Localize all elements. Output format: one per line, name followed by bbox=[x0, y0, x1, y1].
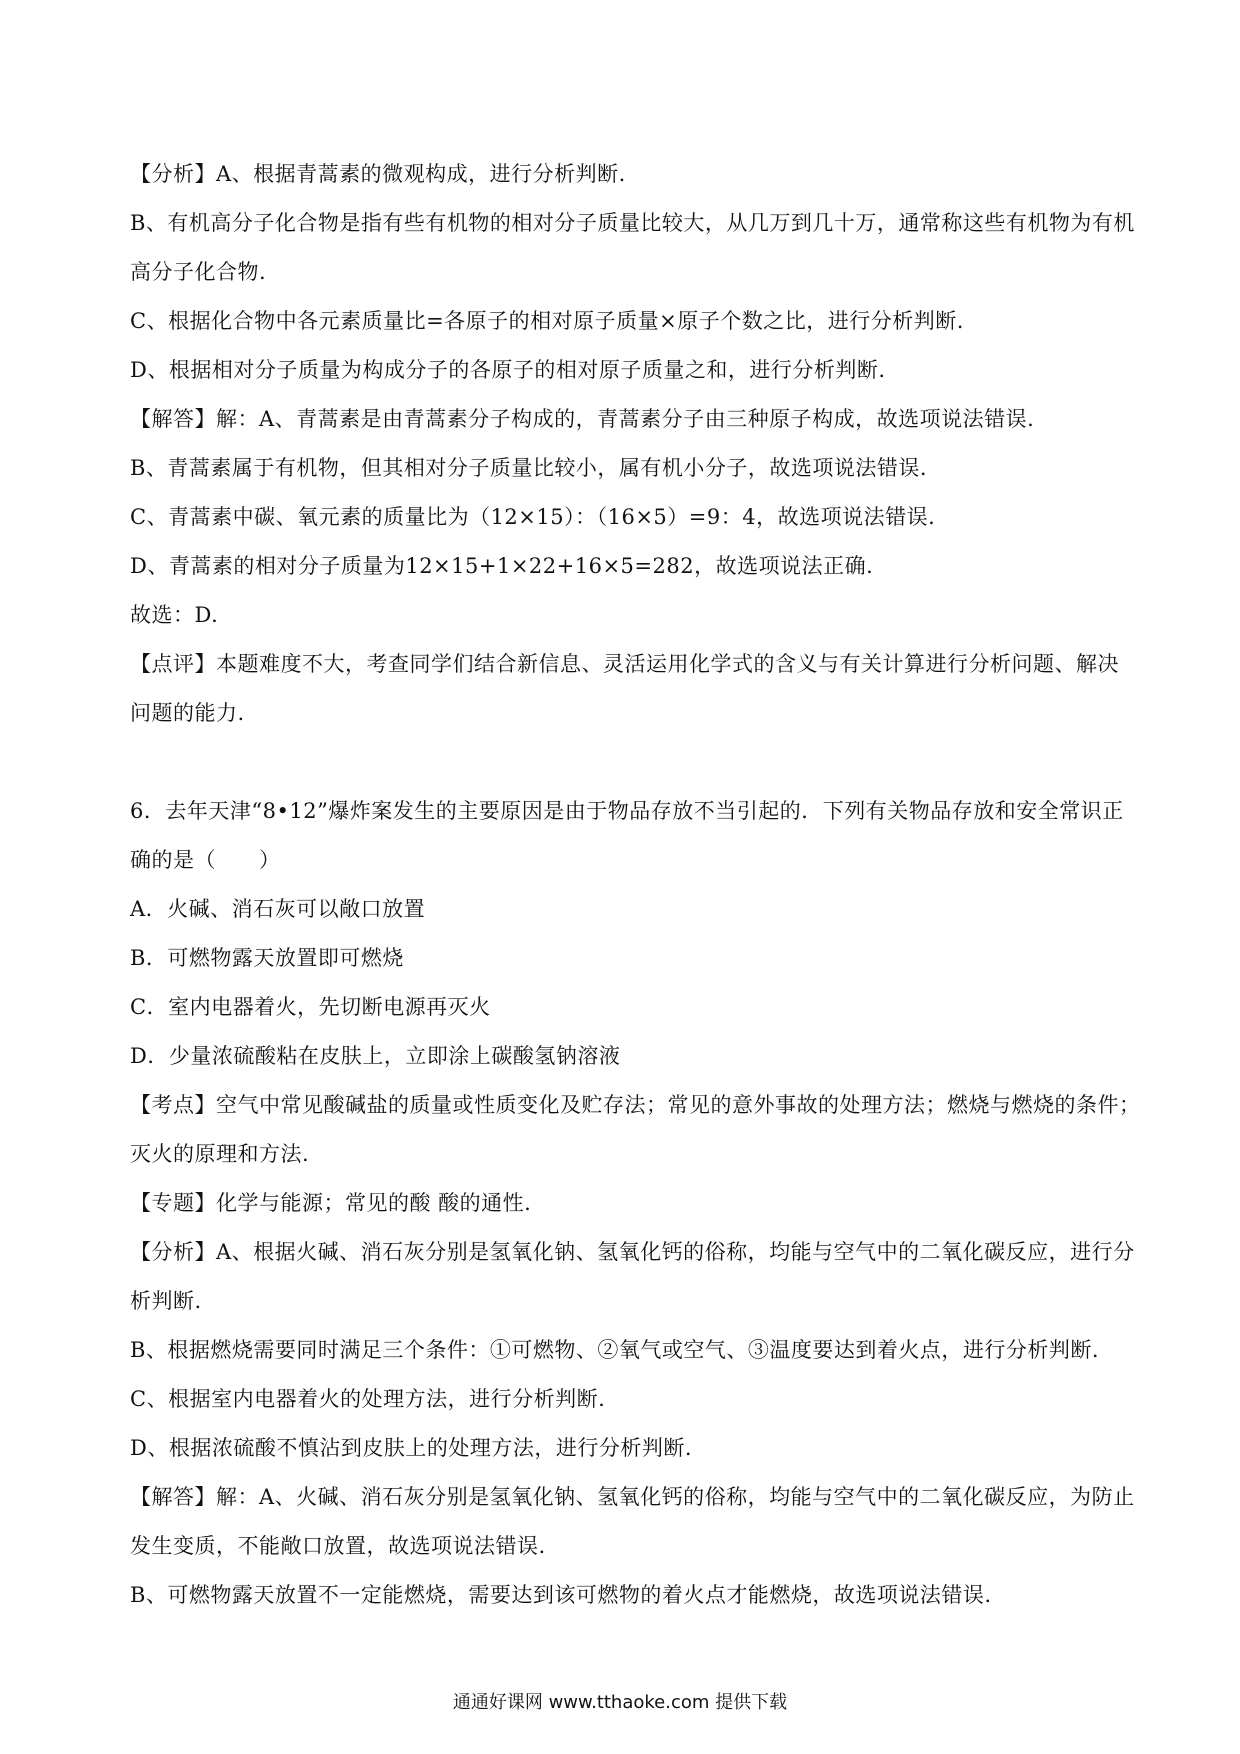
text-line: 发生变质，不能敞口放置，故选项说法错误. bbox=[130, 1534, 546, 1558]
question-stem: 6．去年天津“8•12”爆炸案发生的主要原因是由于物品存放不当引起的．下列有关物品存放和安全常识正 bbox=[130, 799, 1124, 823]
text-line: D、根据浓硫酸不慎沾到皮肤上的处理方法，进行分析判断. bbox=[130, 1436, 693, 1460]
text-line: 灭火的原理和方法. bbox=[130, 1142, 310, 1166]
option-d: D．少量浓硫酸粘在皮肤上，立即涂上碳酸氢钠溶液 bbox=[130, 1044, 621, 1068]
option-b: B．可燃物露天放置即可燃烧 bbox=[130, 946, 404, 970]
question-stem: 确的是（ ） bbox=[130, 848, 281, 872]
text-line: 【解答】解：A、火碱、消石灰分别是氢氧化钠、氢氧化钙的俗称，均能与空气中的二氧化碳反应，为防止 bbox=[130, 1485, 1135, 1509]
question-6-block bbox=[130, 787, 1141, 1620]
text-line: 【解答】解：A、青蒿素是由青蒿素分子构成的，青蒿素分子由三种原子构成，故选项说法错误. bbox=[130, 407, 1035, 431]
page-footer: 通通好课网 www.tthaoke.com 提供下载 bbox=[452, 1692, 788, 1713]
text-line: D、根据相对分子质量为构成分子的各原子的相对原子质量之和，进行分析判断. bbox=[130, 358, 886, 382]
text-line: B、青蒿素属于有机物，但其相对分子质量比较小，属有机小分子，故选项说法错误. bbox=[130, 456, 928, 480]
text-line: 【分析】A、根据火碱、消石灰分别是氢氧化钠、氢氧化钙的俗称，均能与空气中的二氧化碳反应，进行分 bbox=[130, 1240, 1135, 1264]
text-line: C、根据室内电器着火的处理方法，进行分析判断. bbox=[130, 1387, 606, 1411]
text-line: D、青蒿素的相对分子质量为12×15+1×22+16×5=282，故选项说法正确. bbox=[130, 554, 874, 578]
text-line: B、可燃物露天放置不一定能燃烧，需要达到该可燃物的着火点才能燃烧，故选项说法错误. bbox=[130, 1583, 992, 1607]
text-line: 【专题】化学与能源；常见的酸 酸的通性. bbox=[130, 1191, 532, 1215]
option-a: A．火碱、消石灰可以敞口放置 bbox=[130, 897, 426, 921]
text-line: 高分子化合物. bbox=[130, 260, 267, 284]
text-line: 【分析】A、根据青蒿素的微观构成，进行分析判断. bbox=[130, 162, 626, 186]
option-c: C．室内电器着火，先切断电源再灭火 bbox=[130, 995, 491, 1019]
text-line: 故选：D. bbox=[130, 603, 219, 627]
text-line: C、青蒿素中碳、氧元素的质量比为（12×15）：（16×5）=9：4，故选项说法错误. bbox=[130, 505, 936, 529]
text-line: 问题的能力. bbox=[130, 701, 245, 725]
text-line: B、根据燃烧需要同时满足三个条件：①可燃物、②氧气或空气、③温度要达到着火点，进行分析判断. bbox=[130, 1338, 1100, 1362]
answer-block-question-5 bbox=[130, 150, 1135, 738]
document-body bbox=[130, 150, 1141, 1620]
section-gap bbox=[130, 738, 1130, 787]
text-line: C、根据化合物中各元素质量比=各原子的相对原子质量×原子个数之比，进行分析判断. bbox=[130, 309, 964, 333]
text-line: 析判断. bbox=[130, 1289, 202, 1313]
text-line: B、有机高分子化合物是指有些有机物的相对分子质量比较大，从几万到几十万，通常称这些有机物为有机 bbox=[130, 211, 1135, 235]
text-line: 【点评】本题难度不大，考查同学们结合新信息、灵活运用化学式的含义与有关计算进行分析问题、解决 bbox=[130, 652, 1119, 676]
text-line: 【考点】空气中常见酸碱盐的质量或性质变化及贮存法；常见的意外事故的处理方法；燃烧与燃烧的条件； bbox=[130, 1093, 1141, 1117]
